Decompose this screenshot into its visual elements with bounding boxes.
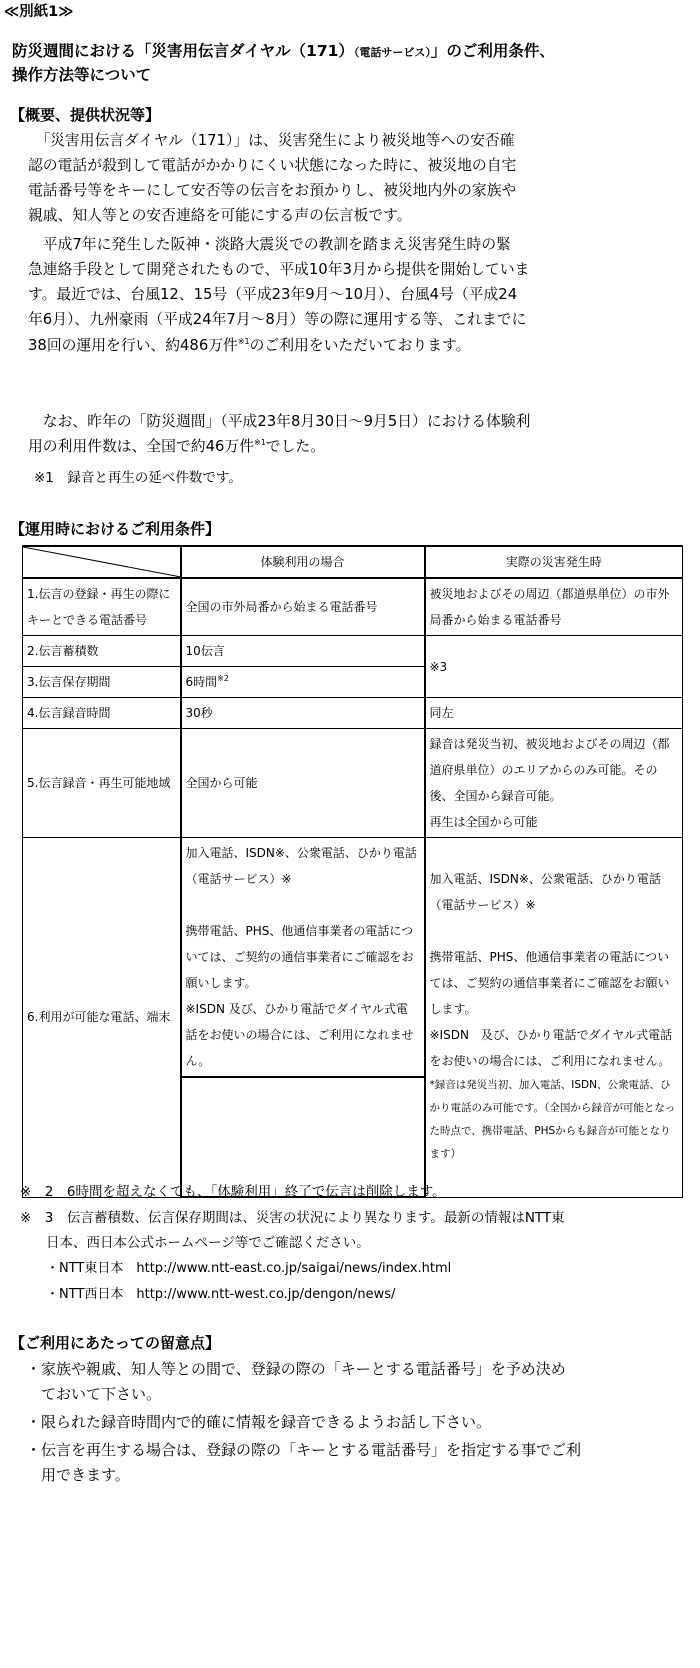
notes-line: ・伝言を再生する場合は、登録の際の「キーとする電話番号」を指定する事でご利 (26, 1441, 582, 1459)
table-row (23, 729, 683, 838)
trial-cell: 全国の市外局番から始まる電話番号 (181, 578, 425, 636)
table-row (23, 636, 683, 667)
footnote-1: ※1 録音と再生の延べ件数です。 (34, 470, 242, 486)
storage-period: 6時間 (185, 675, 218, 689)
notes-line: ・限られた録音時間内で的確に情報を録音できるようお話し下さい。 (26, 1413, 492, 1431)
notes-heading: 【ご利用にあたっての留意点】 (10, 1334, 221, 1352)
trial-count-text: 用の利用件数は、全国で約46万件 (28, 438, 254, 455)
row-label: 2.伝言蓄積数 (23, 636, 181, 667)
column-header-trial: 体験利用の場合 (181, 546, 425, 578)
actual-cell: ※3 (425, 636, 683, 698)
trial-count-text-end: でした。 (265, 438, 325, 455)
overview-line: 親戚、知人等との安否連絡を可能にする声の伝言板です。 (28, 207, 412, 224)
table-row (23, 698, 683, 729)
trial-cell (181, 667, 425, 698)
row-label: 3.伝言保存期間 (23, 667, 181, 698)
table-header-row (23, 546, 683, 578)
footnote-ref: ※1 (237, 337, 250, 347)
usage-count-text: 38回の運用を行い、約486万件 (28, 337, 238, 354)
notes-line: 用できます。 (26, 1466, 130, 1484)
overview-line: 急連絡手段として開発されたもので、平成10年3月から提供を開始していま (28, 261, 530, 278)
footnote-ref: ※2 (217, 674, 229, 683)
usage-count-text-end: のご利用をいただいております。 (249, 337, 471, 354)
notes-line: ておいて下さい。 (26, 1385, 162, 1403)
row-label: 6.利用が可能な電話、端末 (23, 838, 181, 1198)
footnote-3: ※ 3 伝言蓄積数、伝言保存期間は、災害の状況により異なります。最新の情報はNTT東 (20, 1210, 565, 1226)
row-label: 5.伝言録音・再生可能地域 (23, 729, 181, 838)
actual-cell: 同左 (425, 698, 683, 729)
actual-terminals: 加入電話、ISDN※、公衆電話、ひかり電話（電話サービス）※ 携帯電話、PHS、他通信事業者の電話については、ご契約の通信事業者にご確認をお願いします。 ※ISDN 及び、ひかり電話でダイヤル式電話をお使いの場合には、ご利用になれません。 (429, 872, 673, 1068)
title-line2: 操作方法等について (12, 66, 152, 84)
notes-line: ・家族や親戚、知人等との間で、登録の際の「キーとする電話番号」を予め決め (26, 1360, 566, 1378)
overview-line: 電話番号等をキーにして安否等の伝言をお預かりし、被災地内外の家族や (28, 182, 517, 199)
overview-line: 年6月）、九州豪雨（平成24年7月～8月）等の際に運用する等、これまでに (28, 311, 527, 328)
footnote-2: ※ 2 6時間を超えなくても、「体験利用」終了で伝言は削除します。 (20, 1184, 446, 1200)
footnote-3-cont: 日本、西日本公式ホームページ等でご確認ください。 (46, 1235, 370, 1251)
trial-cell: 30秒 (181, 698, 425, 729)
trial-cell: 10伝言 (181, 636, 425, 667)
overview-line: 平成7年に発生した阪神・淡路大震災での教訓を踏まえ災害発生時の緊 (28, 236, 511, 253)
overview-line: す。最近では、台風12、15号（平成23年9月～10月）、台風4号（平成24 (28, 286, 518, 303)
diagonal-corner-cell (23, 546, 181, 578)
actual-cell: 録音は発災当初、被災地およびその周辺（都道府県単位）のエリアからのみ可能。その後、全国から録音可能。 再生は全国から可能 (425, 729, 683, 838)
title-small-part: （電話サービス） (353, 46, 431, 59)
table-row (23, 578, 683, 636)
overview-last-line (28, 333, 470, 358)
empty-trial-cell (181, 1077, 425, 1197)
column-header-actual: 実際の災害発生時 (425, 546, 683, 578)
row-label: 1.伝言の登録・再生の際にキーとできる電話番号 (23, 578, 181, 636)
table-row (23, 838, 683, 1078)
title-part1: 防災週間における「災害用伝言ダイヤル（171） (12, 42, 354, 60)
conditions-heading: 【運用時におけるご利用条件】 (10, 520, 221, 538)
document-title (12, 40, 692, 87)
trial-cell: 加入電話、ISDN※、公衆電話、ひかり電話（電話サービス）※ 携帯電話、PHS、他通信事業者の電話については、ご契約の通信事業者にご確認をお願いします。 ※ISDN 及び、ひかり電話でダイヤル式電話をお使いの場合には、ご利用になれません。 (181, 838, 425, 1078)
link-ntt-east[interactable]: ・NTT東日本 http://www.ntt-east.co.jp/saigai/news/index.html (46, 1261, 452, 1276)
overview-line: 「災害用伝言ダイヤル（171）」は、災害発生により被災地等への安否確 (28, 132, 515, 149)
overview-line: 認の電話が殺到して電話がかかりにくい状態になった時に、被災地の自宅 (28, 157, 517, 174)
row-label: 4.伝言録音時間 (23, 698, 181, 729)
title-part2: 」のご利用条件、 (430, 42, 555, 60)
actual-note: *録音は発災当初、加入電話、ISDN、公衆電話、ひかり電話のみ可能です。（全国から録音が可能となった時点で、携帯電話、PHSからも録音が可能となります） (429, 1079, 676, 1160)
trial-line-2 (28, 434, 325, 459)
conditions-table (22, 545, 683, 1198)
attachment-label: ≪別紙1≫ (4, 4, 74, 20)
actual-cell: 被災地およびその周辺（都道県単位）の市外局番から始まる電話番号 (425, 578, 683, 636)
trial-cell: 全国から可能 (181, 729, 425, 838)
link-ntt-west[interactable]: ・NTT西日本 http://www.ntt-west.co.jp/dengon/news/ (46, 1287, 396, 1302)
overview-heading: 【概要、提供状況等】 (10, 106, 161, 124)
actual-cell (425, 838, 683, 1198)
diagonal-line (23, 547, 181, 577)
footnote-ref: ※1 (254, 438, 266, 448)
trial-line: なお、昨年の「防災週間」（平成23年8月30日～9月5日）における体験利 (28, 413, 531, 430)
